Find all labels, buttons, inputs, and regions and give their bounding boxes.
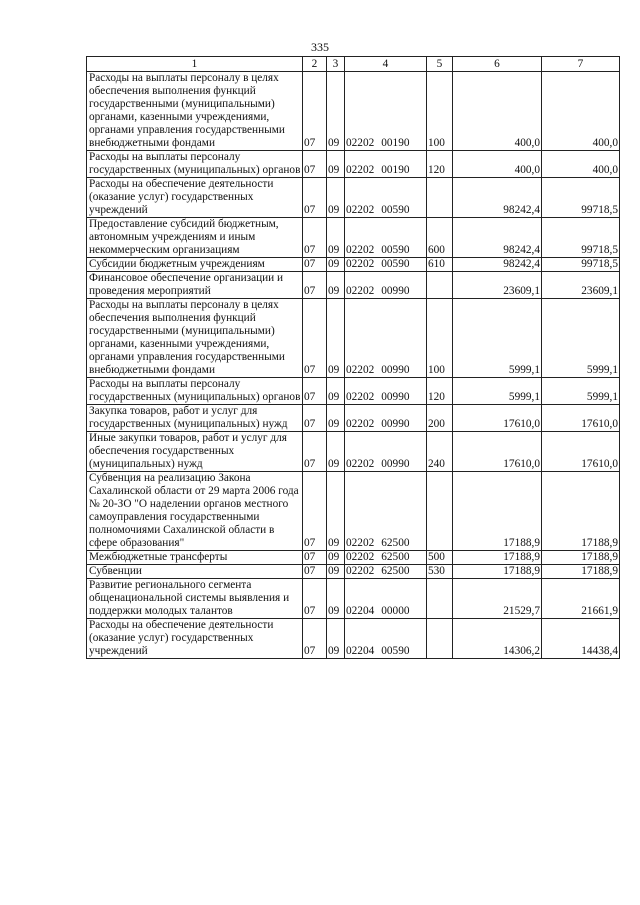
amount-year1-cell: 23609,1 — [453, 272, 542, 299]
amount-year1-cell: 98242,4 — [453, 258, 542, 272]
row-name-cell: Межбюджетные трансферты — [87, 551, 303, 565]
amount-year2-cell: 17188,9 — [542, 472, 620, 551]
table-row — [87, 151, 620, 178]
subsection-code-cell: 09 — [327, 619, 345, 659]
expense-type-cell — [427, 579, 453, 619]
section-code-cell: 07 — [303, 472, 327, 551]
expense-type-cell: 600 — [427, 218, 453, 258]
program-code: 02202 — [346, 551, 375, 563]
program-code: 02202 — [346, 418, 375, 430]
expense-type-cell: 500 — [427, 551, 453, 565]
amount-year1-cell: 5999,1 — [453, 378, 542, 405]
program-code: 02202 — [346, 565, 375, 577]
direction-code: 00990 — [381, 391, 410, 403]
direction-code: 00990 — [381, 364, 410, 376]
row-name-cell: Предоставление субсидий бюджетным, автономным учреждениям и иным некоммерческим организациям — [87, 218, 303, 258]
subsection-code-cell: 09 — [327, 178, 345, 218]
amount-year2-cell: 5999,1 — [542, 378, 620, 405]
subsection-code-cell: 09 — [327, 405, 345, 432]
section-code-cell: 07 — [303, 72, 327, 151]
amount-year1-cell: 14306,2 — [453, 619, 542, 659]
direction-code: 62500 — [381, 537, 410, 549]
table-row — [87, 579, 620, 619]
target-article-cell — [345, 579, 427, 619]
row-name-cell: Субвенция на реализацию Закона Сахалинской области от 29 марта 2006 года № 20-ЗО "О наделении органов местного самоуправления государственными полномочиями Сахалинской области в сфере образования" — [87, 472, 303, 551]
target-article-cell — [345, 378, 427, 405]
amount-year2-cell: 21661,9 — [542, 579, 620, 619]
subsection-code-cell: 09 — [327, 272, 345, 299]
direction-code: 00990 — [381, 458, 410, 470]
column-header: 1 — [87, 57, 303, 72]
target-article-cell — [345, 218, 427, 258]
direction-code: 00590 — [381, 244, 410, 256]
direction-code: 62500 — [381, 551, 410, 563]
expense-type-cell — [427, 272, 453, 299]
target-article-cell — [345, 551, 427, 565]
expense-type-cell: 120 — [427, 151, 453, 178]
expense-type-cell — [427, 472, 453, 551]
expense-type-cell: 120 — [427, 378, 453, 405]
amount-year2-cell: 17610,0 — [542, 432, 620, 472]
row-name-cell: Развитие регионального сегмента общенациональной системы выявления и поддержки молодых талантов — [87, 579, 303, 619]
row-name-cell: Расходы на выплаты персоналу государственных (муниципальных) органов — [87, 378, 303, 405]
row-name-cell: Расходы на выплаты персоналу государственных (муниципальных) органов — [87, 151, 303, 178]
direction-code: 00190 — [381, 137, 410, 149]
table-row — [87, 472, 620, 551]
amount-year1-cell: 17188,9 — [453, 472, 542, 551]
program-code: 02202 — [346, 137, 375, 149]
target-article-cell — [345, 619, 427, 659]
expense-type-cell — [427, 619, 453, 659]
column-header: 7 — [542, 57, 620, 72]
program-code: 02202 — [346, 164, 375, 176]
table-row — [87, 378, 620, 405]
direction-code: 00590 — [381, 258, 410, 270]
program-code: 02202 — [346, 258, 375, 270]
target-article-cell — [345, 472, 427, 551]
subsection-code-cell: 09 — [327, 72, 345, 151]
amount-year1-cell: 17188,9 — [453, 565, 542, 579]
expense-type-cell: 610 — [427, 258, 453, 272]
row-name-cell: Расходы на выплаты персоналу в целях обеспечения выполнения функций государственными (муниципальными) органами, казенными учреждениями, органами управления государственными внебюджетными фондами — [87, 72, 303, 151]
target-article-cell — [345, 178, 427, 218]
amount-year2-cell: 400,0 — [542, 72, 620, 151]
amount-year2-cell: 99718,5 — [542, 258, 620, 272]
program-code: 02202 — [346, 244, 375, 256]
table-row — [87, 565, 620, 579]
direction-code: 00190 — [381, 164, 410, 176]
program-code: 02204 — [346, 605, 375, 617]
amount-year1-cell: 21529,7 — [453, 579, 542, 619]
program-code: 02202 — [346, 204, 375, 216]
page-number: 335 — [311, 40, 329, 54]
amount-year2-cell: 5999,1 — [542, 299, 620, 378]
section-code-cell: 07 — [303, 579, 327, 619]
program-code: 02202 — [346, 285, 375, 297]
amount-year1-cell: 400,0 — [453, 151, 542, 178]
table-row — [87, 72, 620, 151]
table-row — [87, 258, 620, 272]
row-name-cell: Закупка товаров, работ и услуг для государственных (муниципальных) нужд — [87, 405, 303, 432]
amount-year1-cell: 5999,1 — [453, 299, 542, 378]
target-article-cell — [345, 565, 427, 579]
program-code: 02202 — [346, 458, 375, 470]
column-header: 6 — [453, 57, 542, 72]
table-row — [87, 432, 620, 472]
amount-year2-cell: 14438,4 — [542, 619, 620, 659]
target-article-cell — [345, 72, 427, 151]
row-name-cell: Расходы на обеспечение деятельности (оказание услуг) государственных учреждений — [87, 619, 303, 659]
amount-year1-cell: 98242,4 — [453, 178, 542, 218]
section-code-cell: 07 — [303, 178, 327, 218]
subsection-code-cell: 09 — [327, 218, 345, 258]
table-row — [87, 178, 620, 218]
section-code-cell: 07 — [303, 405, 327, 432]
target-article-cell — [345, 405, 427, 432]
subsection-code-cell: 09 — [327, 378, 345, 405]
section-code-cell: 07 — [303, 272, 327, 299]
row-name-cell: Иные закупки товаров, работ и услуг для обеспечения государственных (муниципальных) нужд — [87, 432, 303, 472]
row-name-cell: Финансовое обеспечение организации и проведения мероприятий — [87, 272, 303, 299]
subsection-code-cell: 09 — [327, 472, 345, 551]
row-name-cell: Субвенции — [87, 565, 303, 579]
section-code-cell: 07 — [303, 619, 327, 659]
expense-type-cell: 530 — [427, 565, 453, 579]
direction-code: 00590 — [381, 645, 410, 657]
direction-code: 00590 — [381, 204, 410, 216]
amount-year1-cell: 400,0 — [453, 72, 542, 151]
table-row — [87, 619, 620, 659]
column-header: 4 — [345, 57, 427, 72]
target-article-cell — [345, 432, 427, 472]
amount-year2-cell: 17188,9 — [542, 565, 620, 579]
table-body — [87, 57, 620, 659]
program-code: 02202 — [346, 537, 375, 549]
subsection-code-cell: 09 — [327, 151, 345, 178]
program-code: 02204 — [346, 645, 375, 657]
table-row — [87, 272, 620, 299]
target-article-cell — [345, 299, 427, 378]
amount-year2-cell: 17188,9 — [542, 551, 620, 565]
direction-code: 62500 — [381, 565, 410, 577]
subsection-code-cell: 09 — [327, 299, 345, 378]
budget-table — [86, 56, 620, 659]
section-code-cell: 07 — [303, 258, 327, 272]
row-name-cell: Расходы на обеспечение деятельности (оказание услуг) государственных учреждений — [87, 178, 303, 218]
expense-type-cell: 240 — [427, 432, 453, 472]
header-row — [87, 57, 620, 72]
row-name-cell: Расходы на выплаты персоналу в целях обеспечения выполнения функций государственными (муниципальными) органами, казенными учреждениями, органами управления государственными внебюджетными фондами — [87, 299, 303, 378]
table-row — [87, 299, 620, 378]
subsection-code-cell: 09 — [327, 551, 345, 565]
target-article-cell — [345, 258, 427, 272]
column-header: 5 — [427, 57, 453, 72]
subsection-code-cell: 09 — [327, 565, 345, 579]
column-header: 3 — [327, 57, 345, 72]
expense-type-cell — [427, 178, 453, 218]
row-name-cell: Субсидии бюджетным учреждениям — [87, 258, 303, 272]
direction-code: 00000 — [381, 605, 410, 617]
expense-type-cell: 200 — [427, 405, 453, 432]
target-article-cell — [345, 151, 427, 178]
program-code: 02202 — [346, 391, 375, 403]
amount-year1-cell: 17188,9 — [453, 551, 542, 565]
amount-year2-cell: 99718,5 — [542, 218, 620, 258]
direction-code: 00990 — [381, 285, 410, 297]
amount-year2-cell: 17610,0 — [542, 405, 620, 432]
amount-year2-cell: 23609,1 — [542, 272, 620, 299]
target-article-cell — [345, 272, 427, 299]
section-code-cell: 07 — [303, 218, 327, 258]
section-code-cell: 07 — [303, 565, 327, 579]
expense-type-cell: 100 — [427, 299, 453, 378]
section-code-cell: 07 — [303, 432, 327, 472]
subsection-code-cell: 09 — [327, 258, 345, 272]
amount-year1-cell: 98242,4 — [453, 218, 542, 258]
amount-year1-cell: 17610,0 — [453, 405, 542, 432]
amount-year2-cell: 99718,5 — [542, 178, 620, 218]
table-row — [87, 551, 620, 565]
program-code: 02202 — [346, 364, 375, 376]
table-row — [87, 218, 620, 258]
amount-year2-cell: 400,0 — [542, 151, 620, 178]
direction-code: 00990 — [381, 418, 410, 430]
subsection-code-cell: 09 — [327, 579, 345, 619]
amount-year1-cell: 17610,0 — [453, 432, 542, 472]
section-code-cell: 07 — [303, 378, 327, 405]
column-header: 2 — [303, 57, 327, 72]
subsection-code-cell: 09 — [327, 432, 345, 472]
table-row — [87, 405, 620, 432]
section-code-cell: 07 — [303, 299, 327, 378]
section-code-cell: 07 — [303, 551, 327, 565]
section-code-cell: 07 — [303, 151, 327, 178]
expense-type-cell: 100 — [427, 72, 453, 151]
